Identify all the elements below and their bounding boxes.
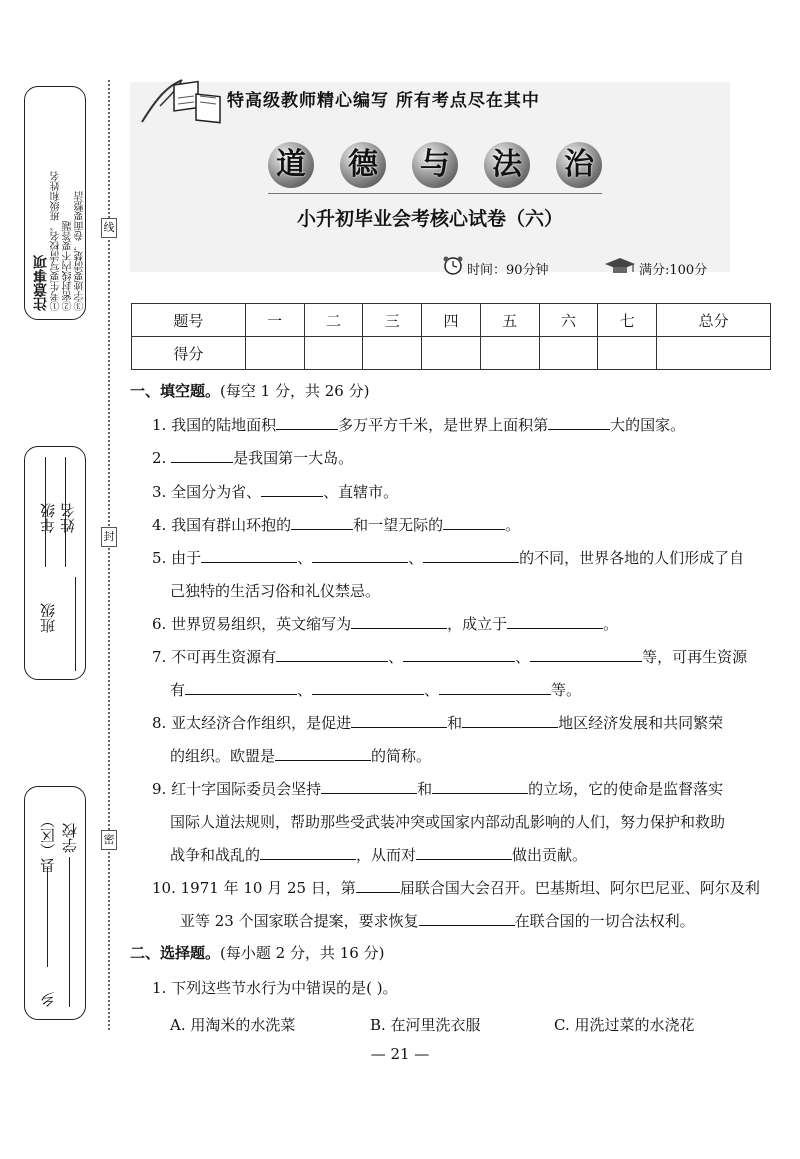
- table-header-cell: 七: [598, 304, 657, 337]
- section2-note: (每小题 2 分，共 16 分): [220, 944, 385, 962]
- notice-item-1: ①考生要写清校名、班级和姓名: [51, 171, 62, 311]
- grade-blank-line[interactable]: [45, 457, 46, 567]
- table-header-cell: 五: [480, 304, 539, 337]
- q-text: 等，可再生资源: [642, 648, 748, 666]
- q-text: 。: [603, 615, 619, 633]
- notice-title: 注意事项: [33, 255, 49, 311]
- question-1-7: [152, 646, 747, 667]
- seal-char-seal: 封: [101, 527, 117, 547]
- score-cell[interactable]: [539, 337, 598, 370]
- answer-blank[interactable]: [356, 878, 400, 893]
- answer-blank[interactable]: [423, 548, 519, 563]
- q-text: 、: [388, 648, 404, 666]
- q-text: 等。: [551, 681, 582, 699]
- q-text: 届联合国大会召开。巴基斯坦、阿尔巴尼亚、阿尔及利: [399, 879, 760, 897]
- table-header-cell: 四: [422, 304, 481, 337]
- section1-heading: [130, 380, 369, 401]
- school-info-box: [24, 786, 86, 1020]
- q-text: ，从而对: [356, 846, 417, 864]
- notice-box: [24, 86, 86, 320]
- score-cell[interactable]: [657, 337, 771, 370]
- q-text: 大的国家。: [610, 416, 686, 434]
- book-quill-icon: [138, 76, 228, 126]
- q-text: 4. 我国有群山环抱的: [152, 516, 292, 534]
- township-label: 乡: [39, 992, 57, 1007]
- q-text: 有: [170, 681, 186, 699]
- q-text: ，成立于: [447, 615, 508, 633]
- q-text: 2.: [152, 449, 172, 467]
- page-number: — 21 —: [370, 1045, 430, 1063]
- q-text: 和: [417, 780, 433, 798]
- exam-title: 小升初毕业会考核心试卷（六）: [296, 208, 563, 230]
- question-1-2: [152, 447, 353, 468]
- slogan: 特高级教师精心编写 所有考点尽在其中: [227, 91, 540, 111]
- score-cell[interactable]: [598, 337, 657, 370]
- answer-blank[interactable]: [548, 415, 610, 430]
- q-text: 做出贡献。: [512, 846, 588, 864]
- question-1-5: [152, 547, 744, 568]
- q-text: 、: [297, 681, 313, 699]
- q-text: 1. 我国的陆地面积: [152, 416, 277, 434]
- q-text: 10. 1971 年 10 月 25 日，第: [152, 879, 356, 897]
- q-text: 战争和战乱的: [170, 846, 261, 864]
- question-1-9-cont: 国际人道法规则，帮助那些受武装冲突或国家内部动乱影响的人们，努力保护和救助: [170, 813, 726, 831]
- section2-title: 二、选择题。: [130, 944, 221, 962]
- q-text: 和: [447, 714, 463, 732]
- answer-blank[interactable]: [291, 515, 353, 530]
- subject-char-3: 与: [412, 142, 458, 188]
- exam-time: 时间：90分钟: [467, 263, 549, 278]
- subject-char-5: 治: [556, 142, 602, 188]
- answer-blank[interactable]: [321, 779, 417, 794]
- answer-blank[interactable]: [530, 647, 642, 662]
- answer-blank[interactable]: [275, 746, 371, 761]
- answer-blank[interactable]: [462, 713, 558, 728]
- q-text: 的不同，世界各地的人们形成了自: [519, 549, 745, 567]
- section1-note: (每空 1 分，共 26 分): [220, 382, 370, 400]
- answer-blank[interactable]: [416, 845, 512, 860]
- student-info-box: [24, 446, 86, 680]
- q-text: 的组织。欧盟是: [170, 747, 276, 765]
- q-text: 地区经济发展和共同繁荣: [558, 714, 724, 732]
- table-header-cell: 二: [304, 304, 363, 337]
- subject-char-1: 道: [268, 142, 314, 188]
- section2-heading: [130, 942, 384, 963]
- score-table-score-row: [132, 337, 771, 370]
- answer-blank[interactable]: [439, 680, 551, 695]
- question-1-8: [152, 712, 723, 733]
- q-text: 3. 全国分为省、: [152, 483, 262, 501]
- score-cell[interactable]: [363, 337, 422, 370]
- answer-blank[interactable]: [261, 482, 323, 497]
- answer-blank[interactable]: [260, 845, 356, 860]
- q-text: 、: [297, 549, 313, 567]
- q-text: 亚等 23 个国家联合提案，要求恢复: [180, 912, 419, 930]
- school-blank-line[interactable]: [69, 857, 70, 1007]
- option-a[interactable]: A. 用淘米的水洗菜: [170, 1016, 296, 1034]
- notice-item-3: ③字迹要清楚，卷面要整洁: [75, 191, 86, 311]
- answer-blank[interactable]: [276, 415, 338, 430]
- question-2-1: 1. 下列这些节水行为中错误的是( )。: [152, 979, 398, 997]
- seal-char-secret: 密: [101, 830, 117, 850]
- option-c[interactable]: C. 用洗过菜的水浇花: [554, 1016, 695, 1034]
- question-1-5-cont: 己独特的生活习俗和礼仪禁忌。: [170, 582, 381, 600]
- answer-blank[interactable]: [171, 448, 233, 463]
- question-1-6: [152, 613, 618, 634]
- q-text: 9. 红十字国际委员会坚持: [152, 780, 322, 798]
- answer-blank[interactable]: [443, 515, 505, 530]
- answer-blank[interactable]: [312, 680, 424, 695]
- question-1-10: [152, 877, 760, 898]
- title-divider: [268, 193, 602, 194]
- q-text: 、直辖市。: [323, 483, 399, 501]
- school-label: 学校: [61, 823, 79, 853]
- county-label: 县（区）: [39, 813, 57, 873]
- answer-blank[interactable]: [432, 779, 528, 794]
- q-text: 和一望无际的: [353, 516, 444, 534]
- answer-blank[interactable]: [351, 614, 447, 629]
- name-blank-line[interactable]: [65, 457, 66, 567]
- answer-blank[interactable]: [507, 614, 603, 629]
- q-text: 的立场，它的使命是监督落实: [528, 780, 724, 798]
- answer-blank[interactable]: [419, 911, 515, 926]
- answer-blank[interactable]: [185, 680, 297, 695]
- question-1-9: [152, 778, 723, 799]
- table-header-cell: 题号: [132, 304, 246, 337]
- q-text: 。: [505, 516, 521, 534]
- score-cell[interactable]: [304, 337, 363, 370]
- answer-blank[interactable]: [403, 647, 515, 662]
- table-header-cell: 六: [539, 304, 598, 337]
- q-text: 在联合国的一切合法权利。: [514, 912, 695, 930]
- q-text: 5. 由于: [152, 549, 202, 567]
- question-1-7-cont: [170, 679, 581, 700]
- section1-title: 一、填空题。: [130, 382, 221, 400]
- question-1-9-cont2: [170, 844, 587, 865]
- subject-char-2: 德: [340, 142, 386, 188]
- grade-label: 年级: [39, 503, 57, 533]
- class-blank-line[interactable]: [75, 577, 76, 671]
- seal-char-line: 线: [101, 218, 117, 238]
- score-table: [131, 303, 771, 370]
- answer-blank[interactable]: [201, 548, 297, 563]
- option-b[interactable]: B. 在河里洗衣服: [370, 1016, 481, 1034]
- table-header-cell: 一: [245, 304, 304, 337]
- q-text: 6. 世界贸易组织，英文缩写为: [152, 615, 352, 633]
- question-1-3: [152, 481, 398, 502]
- name-label: 姓名: [59, 503, 77, 533]
- question-1-1: [152, 414, 685, 435]
- graduation-cap-icon: [603, 256, 637, 276]
- answer-blank[interactable]: [312, 548, 408, 563]
- notice-item-2: ②密封线内不要答题: [63, 221, 74, 311]
- score-table-header-row: [132, 304, 771, 337]
- score-row-label: 得分: [132, 337, 246, 370]
- table-header-cell: 三: [363, 304, 422, 337]
- score-cell[interactable]: [480, 337, 539, 370]
- subject-char-4: 法: [484, 142, 530, 188]
- score-cell[interactable]: [245, 337, 304, 370]
- answer-blank[interactable]: [276, 647, 388, 662]
- table-header-cell: 总分: [657, 304, 771, 337]
- county-blank-line[interactable]: [47, 867, 48, 967]
- q-text: 的简称。: [371, 747, 432, 765]
- clock-icon: [441, 256, 465, 276]
- question-1-10-cont: [180, 910, 695, 931]
- score-cell[interactable]: [422, 337, 481, 370]
- full-score: 满分:100分: [639, 263, 708, 278]
- class-label: 班级: [39, 603, 57, 633]
- q-text: 是我国第一大岛。: [233, 449, 354, 467]
- answer-blank[interactable]: [351, 713, 447, 728]
- q-text: 、: [408, 549, 424, 567]
- q-text: 8. 亚太经济合作组织，是促进: [152, 714, 352, 732]
- q-text: 多万平方千米，是世界上面积第: [338, 416, 549, 434]
- question-1-4: [152, 514, 520, 535]
- q-text: 、: [515, 648, 531, 666]
- question-1-8-cont: [170, 745, 431, 766]
- q-text: 7. 不可再生资源有: [152, 648, 277, 666]
- q-text: 、: [424, 681, 440, 699]
